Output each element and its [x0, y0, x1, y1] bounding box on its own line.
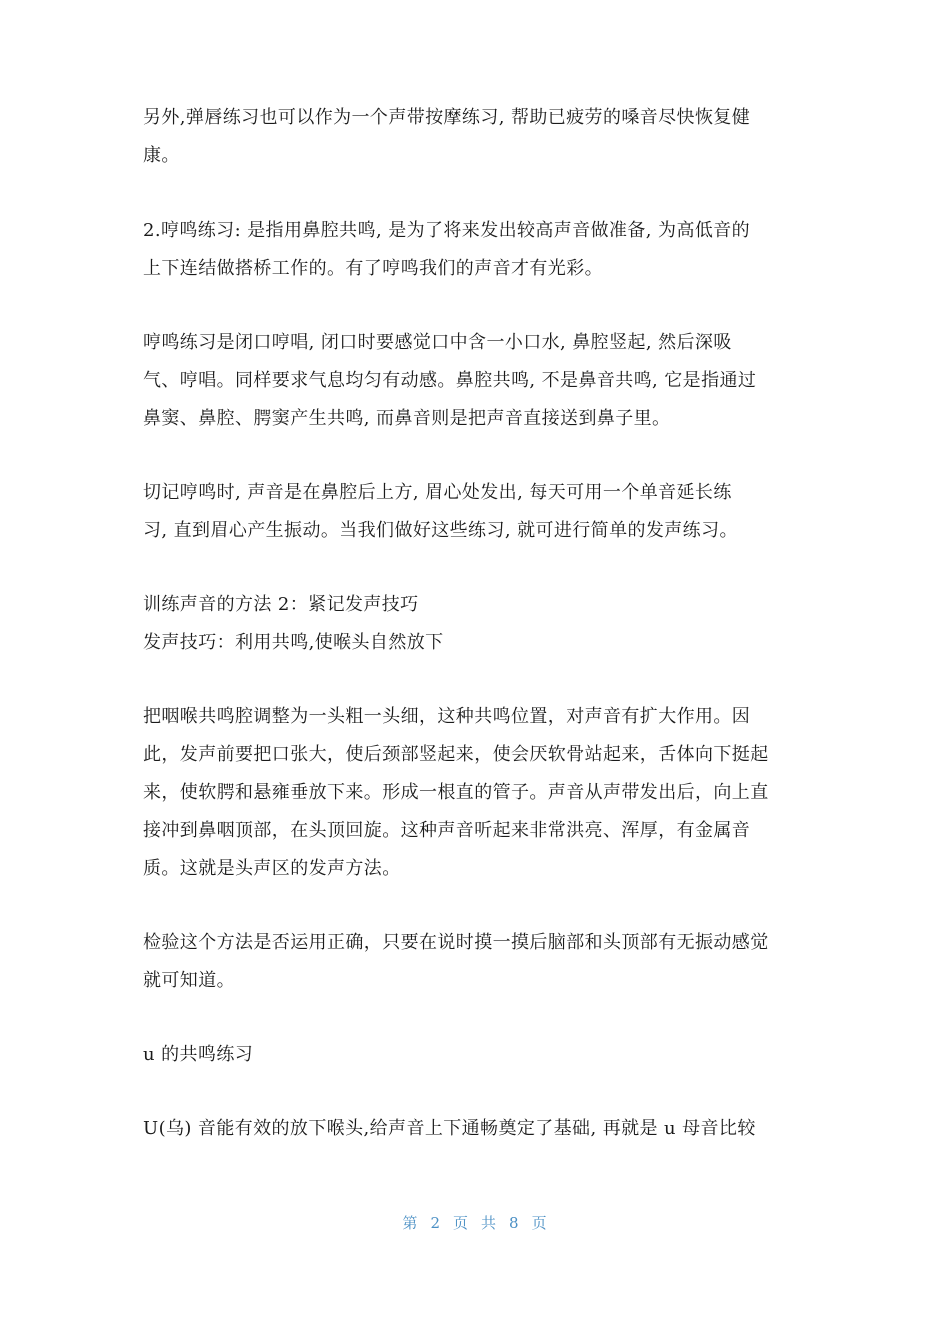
text-line: 切记哼鸣时, 声音是在鼻腔后上方, 眉心处发出, 每天可用一个单音延长练	[143, 482, 732, 503]
text-line: 来，使软腭和悬雍垂放下来。形成一根直的管子。声音从声带发出后，向上直	[143, 782, 769, 803]
text-line: 上下连结做搭桥工作的。有了哼鸣我们的声音才有光彩。	[143, 258, 603, 279]
text-line: 2.哼鸣练习: 是指用鼻腔共鸣, 是为了将来发出较高声音做准备, 为高低音的	[143, 220, 751, 241]
text-line: 习, 直到眉心产生振动。当我们做好这些练习, 就可进行简单的发声练习。	[143, 520, 738, 541]
section-heading: 训练声音的方法 2：紧记发声技巧	[143, 594, 419, 615]
text-line: 气、哼唱。同样要求气息均匀有动感。鼻腔共鸣, 不是鼻音共鸣, 它是指通过	[143, 370, 757, 391]
footer-gong: 共	[481, 1214, 498, 1232]
footer-total-pages: 8	[509, 1214, 520, 1232]
section-heading: u 的共鸣练习	[143, 1044, 254, 1065]
footer-ye: 页	[531, 1214, 548, 1232]
text-line: 质。这就是头声区的发声方法。	[143, 858, 401, 879]
text-line: 把咽喉共鸣腔调整为一头粗一头细，这种共鸣位置，对声音有扩大作用。因	[143, 706, 751, 727]
text-line: U(乌) 音能有效的放下喉头,给声音上下通畅奠定了基础, 再就是 u 母音比较	[143, 1118, 756, 1139]
footer-di: 第	[402, 1214, 419, 1232]
text-line: 康。	[143, 145, 180, 166]
page-footer	[0, 1212, 950, 1233]
footer-page-number: 2	[430, 1214, 441, 1232]
text-line: 接冲到鼻咽顶部，在头顶回旋。这种声音听起来非常洪亮、浑厚，有金属音	[143, 820, 751, 841]
text-line: 哼鸣练习是闭口哼唱, 闭口时要感觉口中含一小口水, 鼻腔竖起, 然后深吸	[143, 332, 732, 353]
text-line: 另外,弹唇练习也可以作为一个声带按摩练习, 帮助已疲劳的嗓音尽快恢复健	[143, 107, 751, 128]
footer-ye: 页	[452, 1214, 469, 1232]
text-line: 就可知道。	[143, 970, 235, 991]
text-line: 此，发声前要把口张大，使后颈部竖起来，使会厌软骨站起来，舌体向下挺起	[143, 744, 769, 765]
text-line: 检验这个方法是否运用正确，只要在说时摸一摸后脑部和头顶部有无振动感觉	[143, 932, 769, 953]
sub-heading: 发声技巧：利用共鸣,使喉头自然放下	[143, 632, 444, 653]
text-line: 鼻窦、鼻腔、腭窦产生共鸣, 而鼻音则是把声音直接送到鼻子里。	[143, 408, 671, 429]
